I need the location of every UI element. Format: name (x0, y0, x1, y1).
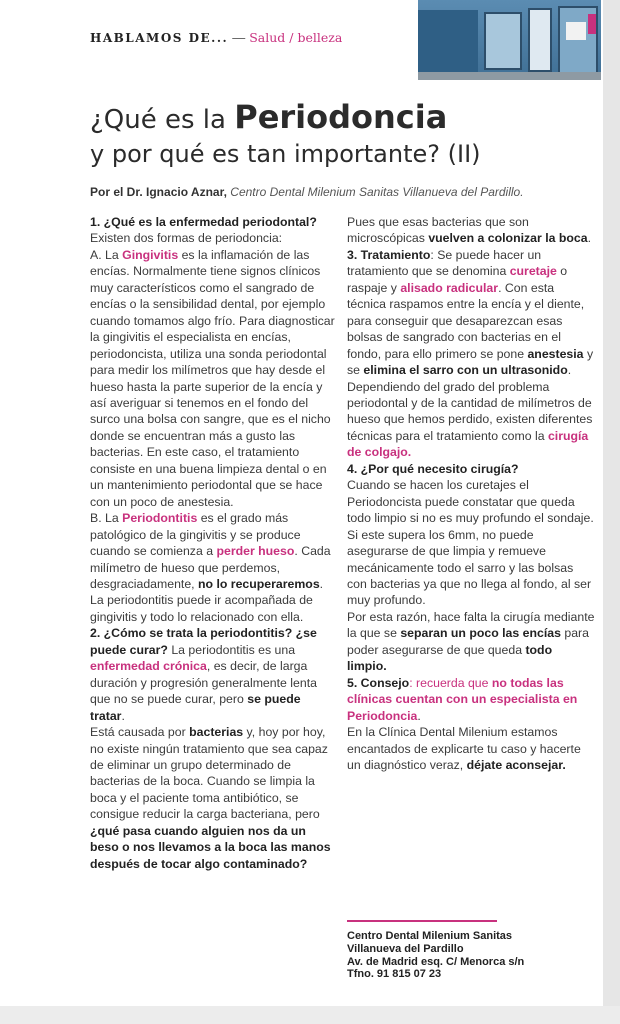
bacteria-paragraph: Está causada por bacterias y, hoy por hoy, no existe ningún tratamiento que sea capaz de eliminar un grupo determinado de bacterias de la boca. Cuando se limpia la boca y el paciente toma antibiótico, se consigue reducir la carga bacteriana, pero ¿qué pasa cuando alguien nos da un beso o nos llevamos a la boca las manos después de tocar algo contaminado? (90, 725, 331, 871)
term-cirugia-colgajo: cirugía de colgajo. (347, 428, 589, 460)
section-3: 3. Tratamiento: Se puede hacer un tratamiento que se denomina curetaje o raspaje y alisado radicular. Con esta técnica raspamos entre la encía y el diente, para conseguir que desaparezcan esas bolsas de sangrado con bacterias en el fondo, para ello primero se pone anestesia y se elimina el sarro con un ultrasonido. Dependiendo del grado del problema periodontal y de la cantidad de milímetros de hueso que hemos perdido, existen diferentes técnicas para el tratamiento como la cirugía de colgajo. (347, 247, 594, 460)
section-4-heading: 4. ¿Por qué necesito cirugía? (347, 461, 519, 476)
contact-line-2: Villanueva del Pardillo (347, 942, 464, 955)
header-dash: — (232, 30, 246, 45)
contact-address: Av. de Madrid esq. C/ Menorca s/n (347, 955, 525, 968)
kicker: HABLAMOS DE... (90, 31, 229, 45)
section-1-heading: 1. ¿Qué es la enfermedad periodontal? (90, 215, 317, 229)
byline (90, 185, 524, 199)
section-4-paragraph-2: Por esta razón, hace falta la cirugía mediante la que se separan un poco las encías para poder asegurarse de que queda todo limpio. (347, 609, 595, 674)
section-2: 2. ¿Cómo se trata la periodontitis? ¿se puede curar? La periodontitis es una enfermedad crónica, es decir, de larga duración y progresión generalmente lenta que no se puede curar, pero se puede tratar. (90, 626, 317, 723)
title-line-2: y por qué es tan importante? (II) (90, 140, 481, 168)
section-4-paragraph-1: Cuando se hacen los curetajes el Periodoncista puede constatar que queda todo limpio si no es muy profundo el sondaje. Si este supera los 6mm, no puede asegurarse de que limpia y remueve mecánicamente todo el sarro y las bolsas con bacterias ya que no llega al fondo, al ser muy profundo. (347, 478, 594, 608)
clinic-contact (347, 930, 597, 981)
term-enfermedad-cronica: enfermedad crónica (90, 659, 207, 674)
article-column-left (90, 214, 338, 872)
contact-phone: Tfno. 91 815 07 23 (347, 968, 442, 981)
title-keyword: Periodoncia (234, 98, 448, 136)
page-edge-right (603, 0, 620, 1024)
footer-divider (347, 920, 497, 922)
term-perder-hueso: perder hueso (216, 544, 295, 559)
term-gingivitis: Gingivitis (122, 247, 179, 262)
title-prefix: ¿Qué es la (90, 105, 235, 135)
article-title (90, 98, 600, 169)
section-5-paragraph-2: En la Clínica Dental Milenium estamos encantados de explicarte tu caso y hacerte un diagnóstico veraz, déjate aconsejar. (347, 725, 581, 772)
section-4 (347, 461, 595, 477)
term-especialista: no todas las clínicas cuentan con un especialista en Periodoncia (347, 675, 578, 723)
term-alisado-radicular: alisado radicular (400, 280, 499, 295)
article-column-right (347, 214, 595, 773)
section-1-intro: Existen dos formas de periodoncia: (90, 231, 283, 246)
clinic-storefront-photo (418, 0, 601, 80)
section-2-heading: 2. ¿Cómo se trata la periodontitis? ¿se puede curar? (90, 626, 317, 657)
gingivitis-paragraph: A. La Gingivitis es la inflamación de las encías. Normalmente tiene signos clínicos muy característicos como el sangrado de encías o la sensibilidad dental, por ejemplo cuando tomamos algo frío. Para diagnosticar la gingivitis el especialista en encías, periodoncista, utiliza una sonda periodontal para medir los milímetros que hay desde el hueso hasta la parte superior de la encía y así averiguar si tenemos en el fondo del surco una bolsa con sangre, que es el nicho donde se encuentran más a gusto las bacterias. En este caso, el tratamiento consiste en una buena limpieza dental o en un mantenimiento periodontal que se hace con un poco de anestesia. (90, 247, 335, 509)
section-1 (90, 214, 338, 230)
periodontitis-paragraph: B. La Periodontitis es el grado más patológico de la gingivitis y se produce cuando se comienza a perder hueso. Cada milímetro de hueso que perdemos, desgraciadamente, no lo recuperaremos. La periodontitis puede ir acompañada de gingivitis y todo lo relacionado con ella. (90, 511, 331, 624)
page-edge-bottom (0, 1006, 620, 1024)
section-3-heading: 3. Tratamiento (347, 247, 431, 262)
author: Por el Dr. Ignacio Aznar, (90, 185, 227, 199)
section-name: Salud / belleza (249, 30, 343, 45)
term-periodontitis: Periodontitis (122, 511, 198, 526)
term-curetaje: curetaje (509, 264, 557, 279)
section-5-heading: 5. Consejo (347, 675, 410, 690)
contact-line-1: Centro Dental Milenium Sanitas (347, 930, 513, 942)
bacteria-paragraph-cont: Pues que esas bacterias que son microscópicas vuelven a colonizar la boca. (347, 215, 591, 246)
section-header (90, 30, 342, 45)
author-clinic: Centro Dental Milenium Sanitas Villanueva del Pardillo. (230, 185, 524, 199)
section-5: 5. Consejo: recuerda que no todas las clínicas cuentan con un especialista en Periodoncia. (347, 675, 578, 723)
